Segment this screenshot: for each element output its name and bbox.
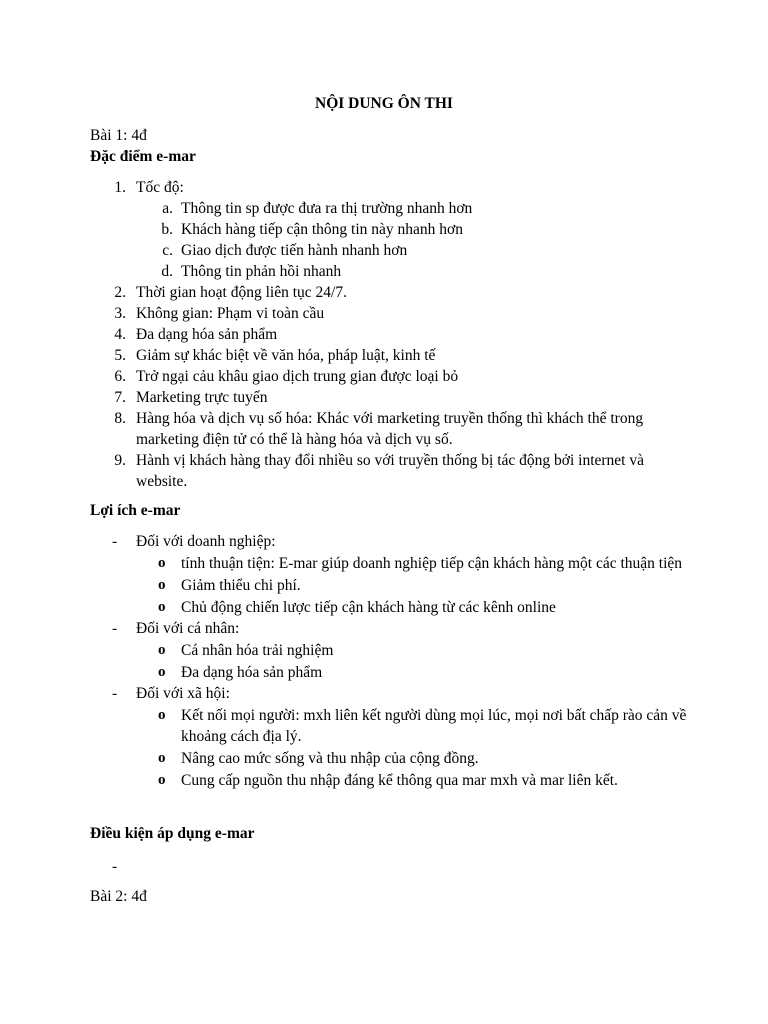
features-list <box>90 177 690 492</box>
list-item: 4. Đa dạng hóa sản phẩm <box>114 326 278 343</box>
list-item: 9. Hành vị khách hàng thay đổi nhiều so với truyền thống bị tác động bởi internet và website. <box>114 452 644 490</box>
list-item: 8. Hàng hóa và dịch vụ số hóa: Khác với marketing truyền thống thì khách thể trong marketing điện tử có thể là hàng hóa và dịch vụ số. <box>114 410 644 448</box>
list-item: c. Giao dịch được tiến hành nhanh hơn <box>162 242 408 259</box>
list-item: b. Khách hàng tiếp cận thông tin này nhanh hơn <box>161 221 463 238</box>
society-benefits <box>136 705 690 791</box>
list-item: o Giảm thiểu chi phí. <box>158 577 301 594</box>
list-item: o Kết nối mọi người: mxh liên kết người dùng mọi lúc, mọi nơi bất chấp rào cản về khoảng cách địa lý. <box>158 707 687 745</box>
list-item: o Đa dạng hóa sản phẩm <box>158 664 323 681</box>
individual-benefits <box>136 640 690 683</box>
list-item: 1. Tốc độ: a. Thông tin sp được đưa ra thị trường nhanh hơn b. Khách hàng tiếp cận thông tin này nhanh hơn c. Giao dịch được tiến hành nhanh hơn d. Thông tin phản hồi nhanh <box>90 177 690 282</box>
list-item: o Nâng cao mức sống và thu nhập của cộng đồng. <box>158 750 479 767</box>
list-item: 5. Giảm sự khác biệt về văn hóa, pháp luật, kinh tế <box>114 347 436 364</box>
benefits-list <box>90 531 690 791</box>
list-item: d. Thông tin phản hồi nhanh <box>161 263 342 280</box>
dash-marker: - <box>112 533 118 550</box>
section-heading-conditions: Điều kiện áp dụng e-mar <box>90 825 255 842</box>
list-item: 7. Marketing trực tuyến <box>114 389 268 406</box>
exercise-2-label: Bài 2: 4đ <box>90 888 147 905</box>
list-item: o Chủ động chiến lược tiếp cận khách hàng từ các kênh online <box>158 599 556 616</box>
bullet-marker: o <box>158 750 166 766</box>
bullet-marker: o <box>158 555 166 571</box>
section-heading-benefits: Lợi ích e-mar <box>90 502 181 519</box>
bullet-marker: o <box>158 577 166 593</box>
list-item: - Đối với cá nhân: o Cá nhân hóa trải nghiệm o Đa dạng hóa sản phẩm <box>90 618 690 683</box>
list-item: a. Thông tin sp được đưa ra thị trường nhanh hơn <box>162 200 473 217</box>
speed-sublist <box>136 198 690 282</box>
bullet-marker: o <box>158 772 166 788</box>
bullet-marker: o <box>158 599 166 615</box>
list-item: o Cung cấp nguồn thu nhập đáng kể thông qua mar mxh và mar liên kết. <box>158 772 618 789</box>
list-item: o Cá nhân hóa trải nghiệm <box>158 642 334 659</box>
bullet-marker: o <box>158 664 166 680</box>
list-item: - Đối với xã hội: o Kết nối mọi người: mxh liên kết người dùng mọi lúc, mọi nơi bất chấp rào cản về khoảng cách địa lý. o Nâng cao mức sống và thu nhập của cộng đồng. o Cung cấp nguồn thu nhập đáng kể thông qua mar mxh và mar liên kết. <box>90 683 690 791</box>
list-item: 6. Trở ngại cảu khâu giao dịch trung gian được loại bỏ <box>114 368 459 385</box>
dash-marker: - <box>112 685 118 702</box>
list-item: - Đối với doanh nghiệp: o tính thuận tiện: E-mar giúp doanh nghiệp tiếp cận khách hàng một các thuận tiện o Giảm thiểu chi phí. o Chủ động chiến lược tiếp cận khách hàng từ các kênh online <box>90 531 690 618</box>
dash-marker: - <box>112 620 118 637</box>
list-item: 3. Không gian: Phạm vi toàn cầu <box>114 305 325 322</box>
list-item: 2. Thời gian hoạt động liên tục 24/7. <box>114 284 347 301</box>
section-heading-features: Đặc điểm e-mar <box>90 148 196 165</box>
page-title: NỘI DUNG ÔN THI <box>315 95 453 112</box>
bullet-marker: o <box>158 707 166 723</box>
dash-marker: - <box>112 858 118 875</box>
business-benefits <box>136 553 690 618</box>
bullet-marker: o <box>158 642 166 658</box>
exercise-1-label: Bài 1: 4đ <box>90 127 147 144</box>
list-item: o tính thuận tiện: E-mar giúp doanh nghiệp tiếp cận khách hàng một các thuận tiện <box>158 555 683 572</box>
